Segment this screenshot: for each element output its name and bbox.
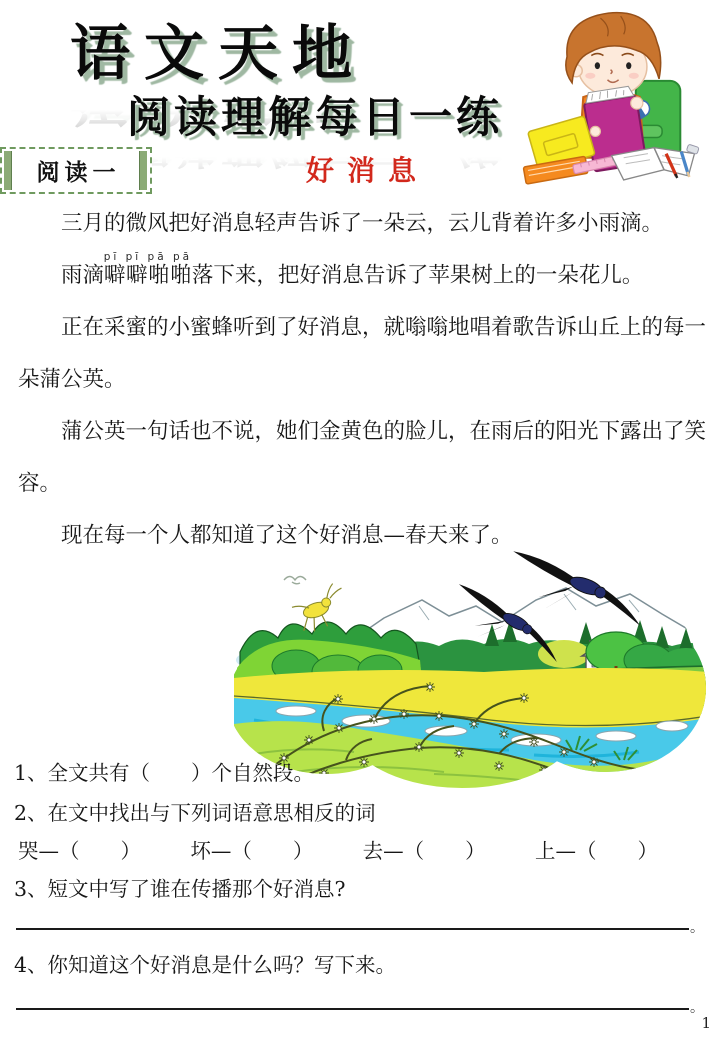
paragraph-1: 三月的微风把好消息轻声告诉了一朵云，云儿背着许多小雨滴。 [61,211,664,236]
reading-section-badge [0,147,152,194]
boy-reading-illustration [513,4,703,186]
antonym-row [18,834,658,864]
line-end-mark: 。 [690,920,704,936]
page-number: 1 [701,1014,711,1032]
ruby-pinyin: pī pī pā pā [103,251,193,263]
paragraph-5: 现在每一个人都知道了这个好消息—春天来了。 [61,523,513,548]
reading-passage [18,198,706,562]
badge-left-bar [4,151,12,190]
paragraph-2-post: 落下来，把好消息告诉了苹果树上的一朵花儿。 [191,263,644,288]
answer-rule [16,928,689,930]
badge-right-bar [139,151,147,190]
answer-line-2 [16,1000,704,1016]
question-3: 3、短文中写了谁在传播那个好消息? [14,877,346,901]
reading-section-label: 阅读一 [36,160,121,186]
antonym-item: 上—（ ） [534,839,658,863]
question-4: 4、你知道这个好消息是什么吗？写下来。 [14,953,397,977]
answer-line-1 [16,920,704,936]
question-2: 2、在文中找出与下列词语意思相反的词 [14,801,376,825]
antonym-item: 去—（ ） [362,839,486,863]
page-title: 语文天地 [70,19,366,89]
paragraph-2 [18,250,706,302]
ruby-base: 噼噼啪啪 [103,263,193,288]
antonym-item: 坏—（ ） [190,839,314,863]
pinyin-ruby [103,251,193,288]
paragraph-3: 正在采蜜的小蜜蜂听到了好消息，就嗡嗡地唱着歌告诉山丘上的每一朵蒲公英。 [18,315,707,392]
question-1: 1、全文共有（ ）个自然段。 [14,761,315,785]
sketch-bird-icon [284,577,306,584]
line-end-mark: 。 [690,1000,704,1016]
page-subtitle: 阅读理解每日一练 [127,93,503,143]
passage-title: 好消息 [306,154,430,187]
answer-rule [16,1008,689,1010]
paragraph-2-pre: 雨滴 [61,263,105,288]
paragraph-4: 蒲公英一句话也不说，她们金黄色的脸儿，在雨后的阳光下露出了笑容。 [18,419,707,496]
antonym-item: 哭—（ ） [18,839,141,863]
